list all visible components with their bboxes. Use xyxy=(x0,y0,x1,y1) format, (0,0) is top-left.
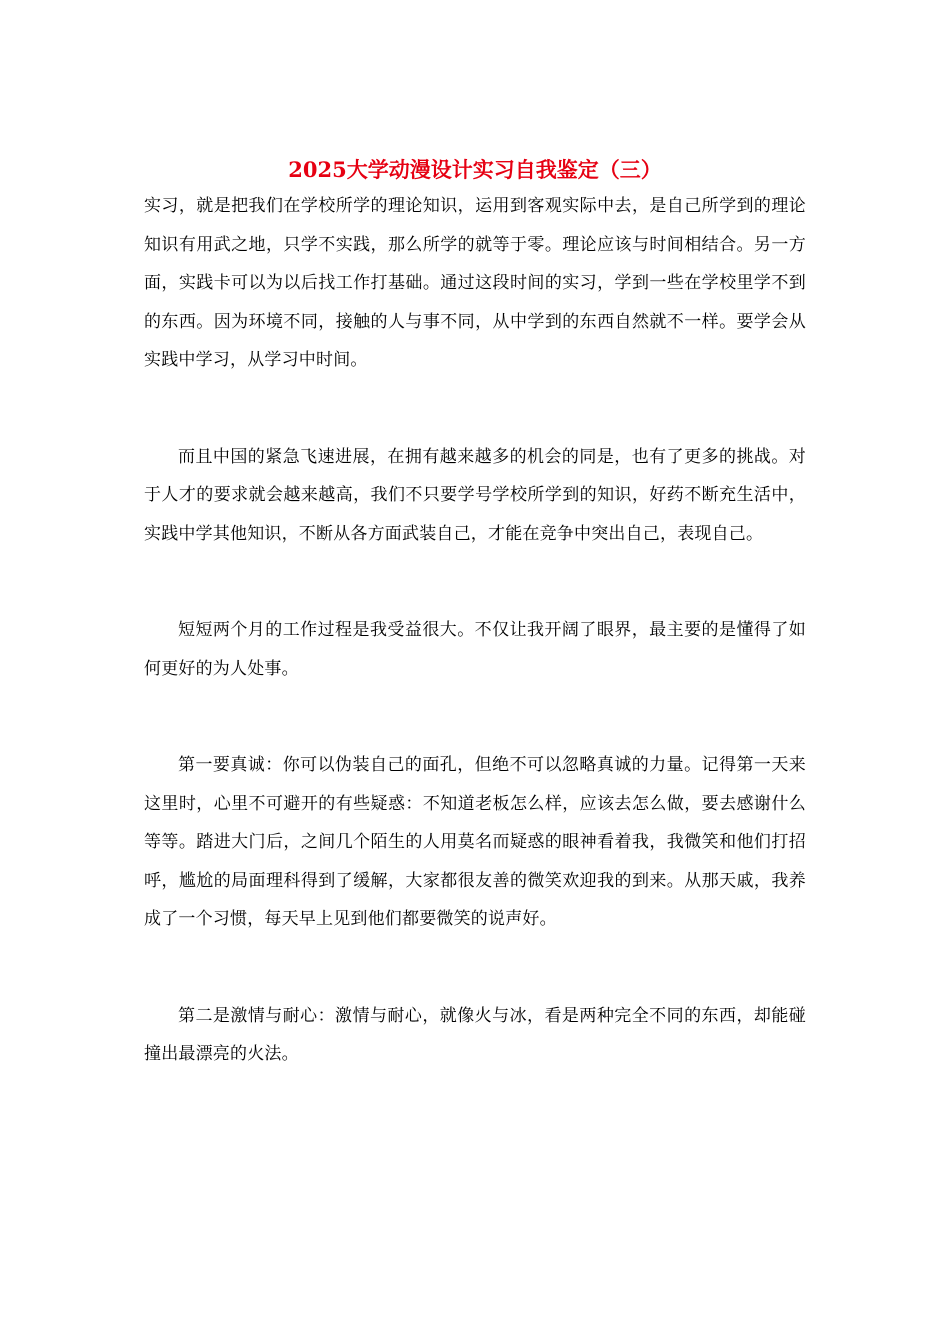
document-title: 2025大学动漫设计实习自我鉴定（三） xyxy=(288,157,662,182)
paragraph-5: 第二是激情与耐心：激情与耐心，就像火与冰，看是两种完全不同的东西，却能碰撞出最漂亮的火法。 xyxy=(144,1005,806,1064)
paragraph-4: 第一要真诚：你可以伪装自己的面孔，但绝不可以忽略真诚的力量。记得第一天来这里时，心里不可避开的有些疑惑：不知道老板怎么样，应该去怎么做，要去感谢什么等等。踏进大门后，之间几个陌生的人用莫名而疑惑的眼神看着我，我微笑和他们打招呼，尴尬的局面理科得到了缓解，大家都很友善的微笑欢迎我的到来。从那天戚，我养成了一个习惯，每天早上见到他们都要微笑的说声好。 xyxy=(144,755,806,929)
paragraph-1: 实习，就是把我们在学校所学的理论知识，运用到客观实际中去，是自己所学到的理论知识有用武之地，只学不实践，那么所学的就等于零。理论应该与时间相结合。另一方面，实践卡可以为以后找工作打基础。通过这段时间的实习，学到一些在学校里学不到的东西。因为环境不同，接触的人与事不同，从中学到的东西自然就不一样。要学会从实践中学习，从学习中时间。 xyxy=(144,196,806,370)
document-body xyxy=(144,148,806,1074)
paragraph-2: 而且中国的紧急飞速进展，在拥有越来越多的机会的同是，也有了更多的挑战。对于人才的要求就会越来越高，我们不只要学号学校所学到的知识，好药不断充生活中，实践中学其他知识，不断从各方面武装自己，才能在竞争中突出自己，表现自己。 xyxy=(144,446,806,544)
paragraph-3: 短短两个月的工作过程是我受益很大。不仅让我开阔了眼界，最主要的是懂得了如何更好的为人处事。 xyxy=(144,620,806,679)
